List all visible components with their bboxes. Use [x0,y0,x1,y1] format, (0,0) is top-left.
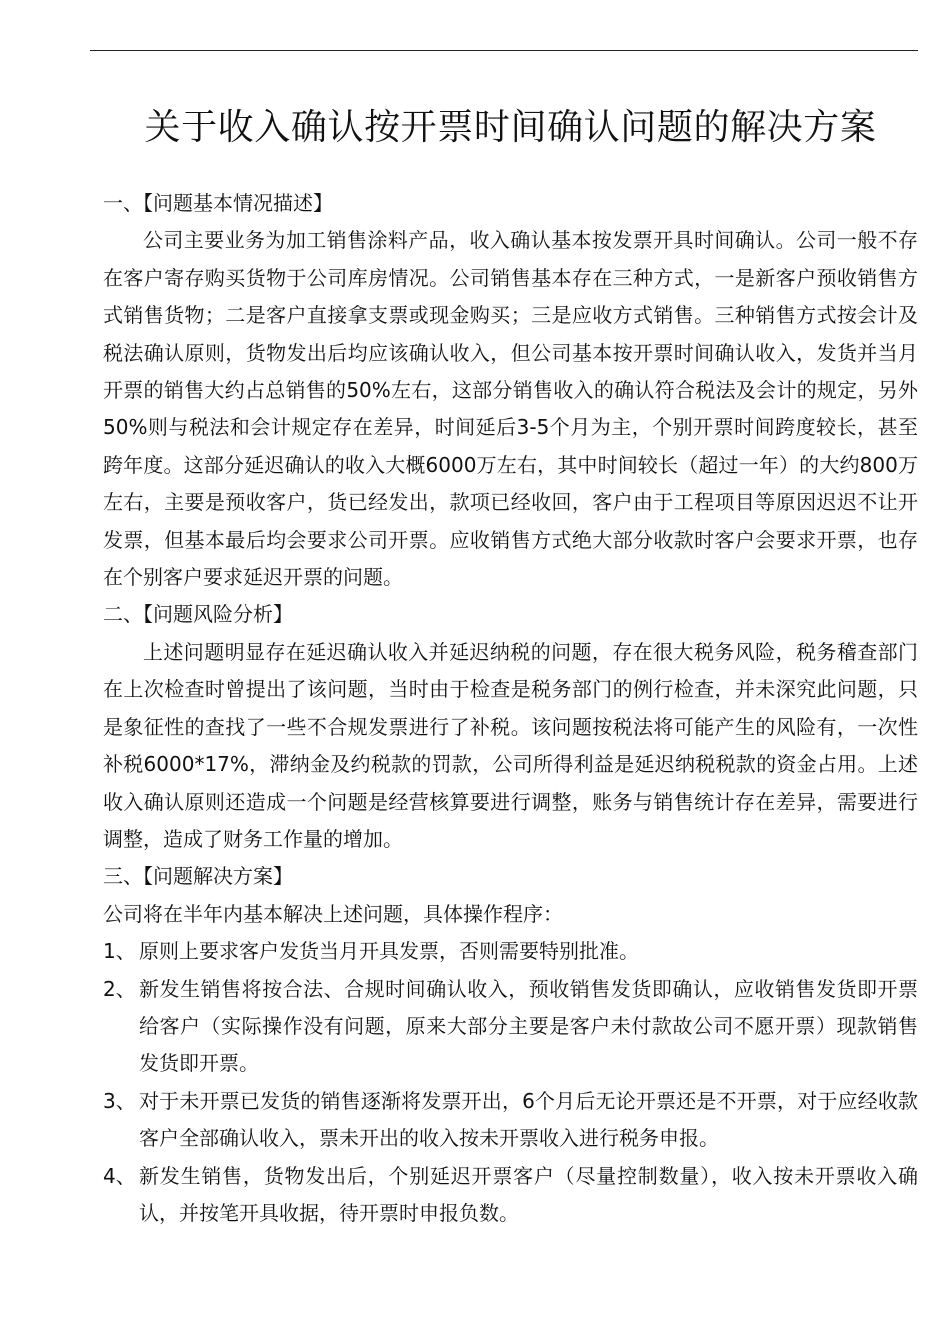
section-1-heading: 一、【问题基本情况描述】 [103,191,333,215]
section-1-paragraph: 公司主要业务为加工销售涂料产品，收入确认基本按发票开具时间确认。公司一般不存在客户寄存购买货物于公司库房情况。公司销售基本存在三种方式，一是新客户预收销售方式销售货物；二是客户直接拿支票或现金购买；三是应收方式销售。三种销售方式按会计及税法确认原则，货物发出后均应该确认收入，但公司基本按开票时间确认收入，发货并当月开票的销售大约占总销售的50%左右，这部分销售收入的确认符合税法及会计的规定，另外50%则与税法和会计规定存在差异，时间延后3-5个月为主，个别开票时间跨度较长，甚至跨年度。这部分延迟确认的收入大概6000万左右，其中时间较长（超过一年）的大约800万左右，主要是预收客户，货已经发出，款项已经收回，客户由于工程项目等原因迟迟不让开发票，但基本最后均会要求公司开票。应收销售方式绝大部分收款时客户会要求开票，也存在个别客户要求延迟开票的问题。 [103,228,918,590]
list-item [103,1158,918,1233]
list-item-number: 2、 [103,976,136,1001]
section-2-paragraph: 上述问题明显存在延迟确认收入并延迟纳税的问题，存在很大税务风险，税务稽查部门在上次检查时曾提出了该问题，当时由于检查是税务部门的例行检查，并未深究此问题，只是象征性的查找了一些不合规发票进行了补税。该问题按税法将可能产生的风险有，一次性补税6000*17%，滞纳金及约税款的罚款，公司所得利益是延迟纳税税款的资金占用。上述收入确认原则还造成一个问题是经营核算要进行调整，账务与销售统计存在差异，需要进行调整，造成了财务工作量的增加。 [103,639,918,851]
list-item-text: 对于未开票已发货的销售逐渐将发票开出，6个月后无论开票还是不开票，对于应经收款客户全部确认收入，票未开出的收入按未开票收入进行税务申报。 [139,1088,918,1151]
list-item [103,933,918,970]
list-item-text: 新发生销售，货物发出后，个别延迟开票客户（尽量控制数量），收入按未开票收入确认，并按笔开具收据，待开票时申报负数。 [139,1163,918,1225]
header-rule [90,50,918,51]
section-3-heading: 三、【问题解决方案】 [103,864,293,889]
list-item-number: 1、 [103,939,136,964]
list-item [103,971,918,1083]
list-item [103,1083,918,1158]
section-3-intro: 公司将在半年内基本解决上述问题，具体操作程序： [103,901,563,926]
list-item-number: 4、 [103,1163,136,1188]
list-item-text: 新发生销售将按合法、合规时间确认收入，预收销售发货即确认，应收销售发货即开票给客户（实际操作没有问题，原来大部分主要是客户未付款故公司不愿开票）现款销售发货即开票。 [139,976,918,1076]
list-item-text: 原则上要求客户发货当月开具发票，否则需要特别批准。 [139,939,639,964]
document-body [103,185,918,1232]
list-item-number: 3、 [103,1088,136,1113]
document-title: 关于收入确认按开票时间确认问题的解决方案 [144,107,877,148]
section-2-heading: 二、【问题风险分析】 [103,602,293,627]
